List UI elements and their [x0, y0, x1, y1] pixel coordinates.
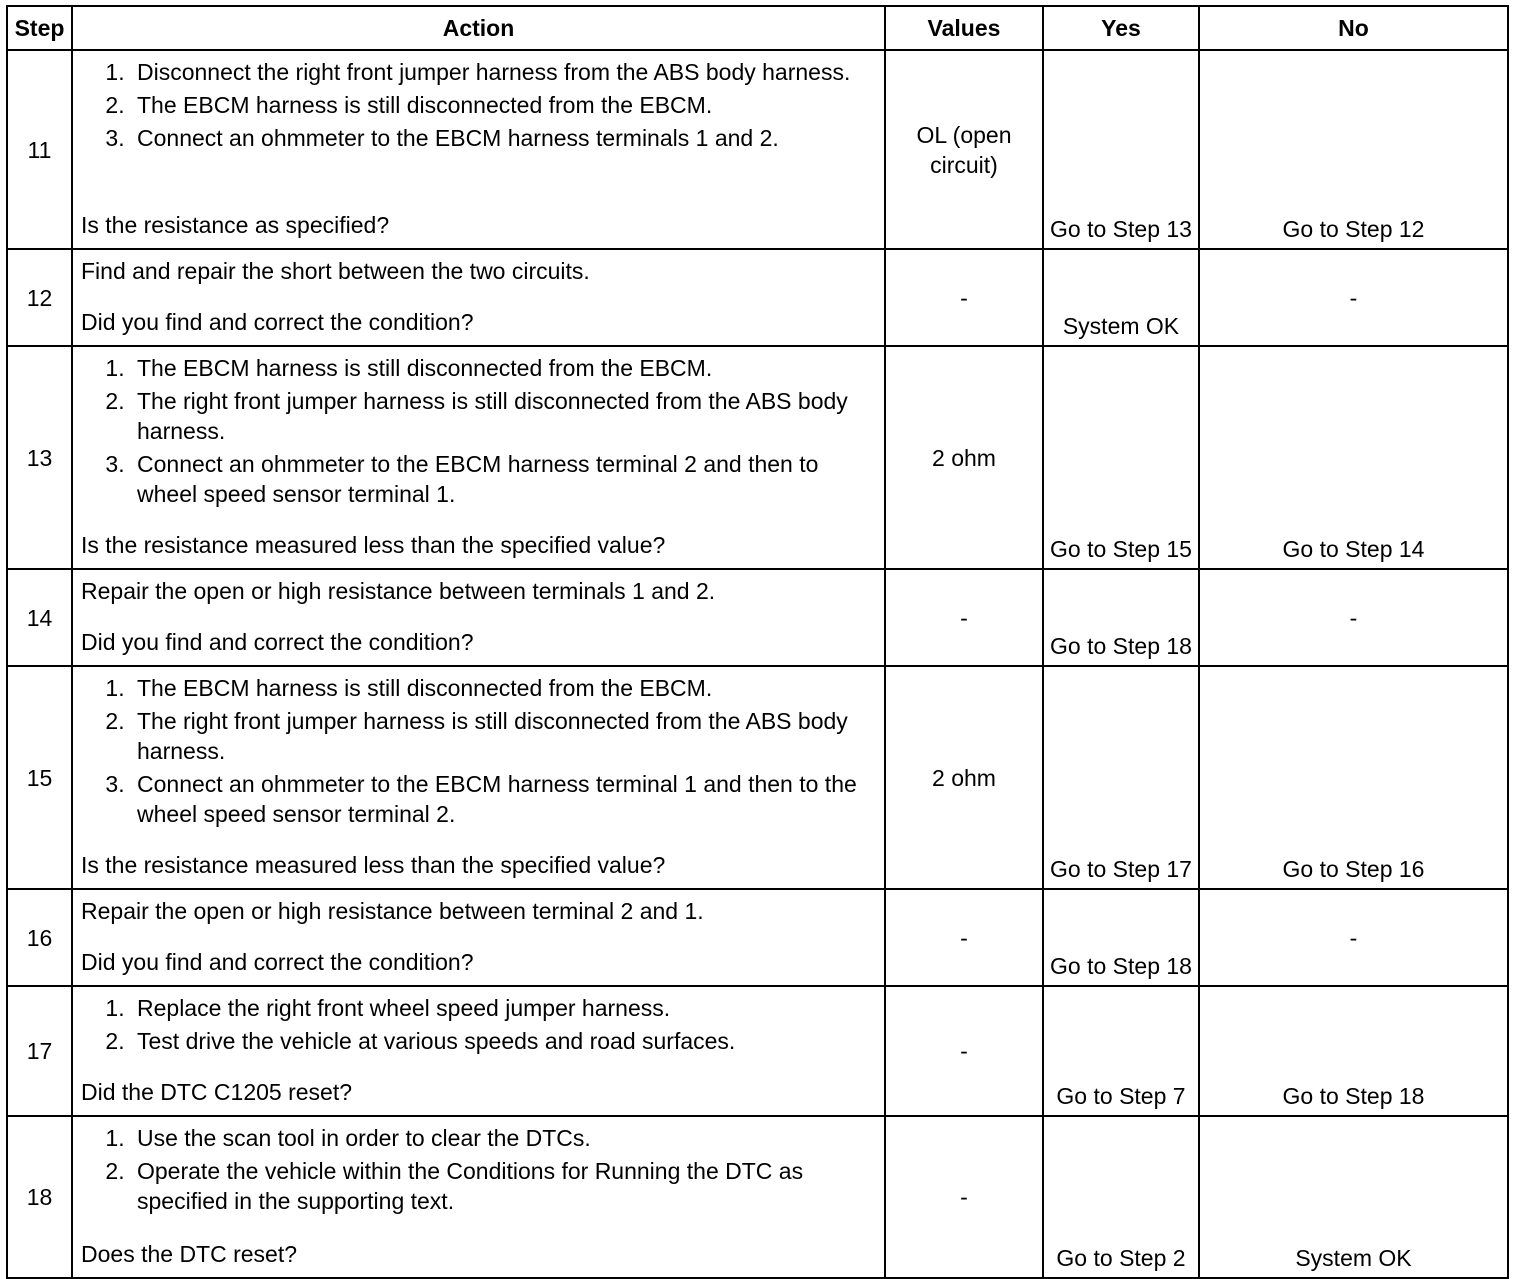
- action-question: Did you find and correct the condition?: [81, 629, 474, 655]
- values-text: 2 ohm: [932, 444, 996, 471]
- values-text: -: [960, 1184, 968, 1210]
- action-step-item: 3. Connect an ohmmeter to the EBCM harness terminal 2 and then to wheel speed sensor terminal 1.: [131, 449, 876, 509]
- action-cell: [72, 346, 885, 569]
- table-row: [7, 889, 1508, 986]
- values-cell: [885, 889, 1043, 986]
- step-number: 18: [7, 1116, 72, 1278]
- values-text: OL (open circuit): [916, 121, 1012, 178]
- yes-text: Go to Step 18: [1050, 953, 1192, 979]
- action-question: Does the DTC reset?: [81, 1241, 298, 1267]
- action-step-item: 2. The right front jumper harness is still disconnected from the ABS body harness.: [131, 386, 876, 446]
- action-cell: [72, 249, 885, 346]
- values-text: 2 ohm: [932, 764, 996, 791]
- action-statement: Repair the open or high resistance between terminals 1 and 2.: [81, 578, 716, 604]
- action-cell: [72, 1116, 885, 1278]
- values-cell: [885, 569, 1043, 666]
- values-cell: [885, 50, 1043, 249]
- action-step-item: 1. The EBCM harness is still disconnected from the EBCM.: [131, 353, 876, 383]
- header-step: Step: [7, 6, 72, 50]
- step-number: 12: [7, 249, 72, 346]
- no-cell: Go to Step 18: [1199, 986, 1508, 1116]
- yes-text: Go to Step 15: [1050, 536, 1192, 562]
- header-values: Values: [885, 6, 1043, 50]
- yes-text: Go to Step 7: [1056, 1083, 1186, 1109]
- values-cell: [885, 666, 1043, 889]
- action-step-item: 2. Test drive the vehicle at various speeds and road surfaces.: [131, 1026, 876, 1056]
- action-step-item: 1. Replace the right front wheel speed jumper harness.: [131, 993, 876, 1023]
- no-cell: System OK: [1199, 1116, 1508, 1278]
- step-number: 16: [7, 889, 72, 986]
- step-number: 13: [7, 346, 72, 569]
- yes-text: Go to Step 17: [1050, 856, 1192, 882]
- yes-text: Go to Step 2: [1056, 1245, 1186, 1271]
- values-cell: [885, 249, 1043, 346]
- action-question: Is the resistance as specified?: [81, 212, 390, 238]
- header-yes: Yes: [1043, 6, 1199, 50]
- action-cell: [72, 986, 885, 1116]
- no-cell: -: [1199, 249, 1508, 346]
- yes-cell: [1043, 666, 1199, 889]
- action-question: Is the resistance measured less than the specified value?: [81, 532, 666, 558]
- action-step-item: 3. Connect an ohmmeter to the EBCM harness terminal 1 and then to the wheel speed sensor terminal 2.: [131, 769, 876, 829]
- yes-cell: [1043, 986, 1199, 1116]
- values-cell: [885, 1116, 1043, 1278]
- yes-text: Go to Step 13: [1050, 216, 1192, 242]
- values-cell: [885, 986, 1043, 1116]
- yes-cell: [1043, 249, 1199, 346]
- yes-cell: [1043, 569, 1199, 666]
- action-question: Did you find and correct the condition?: [81, 949, 474, 975]
- action-statement: Find and repair the short between the two circuits.: [81, 258, 590, 284]
- header-action: Action: [72, 6, 885, 50]
- action-steps: [81, 1123, 876, 1216]
- action-step-item: 2. Operate the vehicle within the Conditions for Running the DTC as specified in the supporting text.: [131, 1156, 876, 1216]
- values-text: -: [960, 1038, 968, 1064]
- no-cell: Go to Step 12: [1199, 50, 1508, 249]
- table-row: [7, 666, 1508, 889]
- step-number: 11: [7, 50, 72, 249]
- action-question: Did the DTC C1205 reset?: [81, 1079, 353, 1105]
- table-row: [7, 249, 1508, 346]
- no-cell: Go to Step 14: [1199, 346, 1508, 569]
- no-cell: -: [1199, 569, 1508, 666]
- yes-cell: [1043, 1116, 1199, 1278]
- header-no: No: [1199, 6, 1508, 50]
- action-question: Is the resistance measured less than the specified value?: [81, 852, 666, 878]
- table-row: [7, 1116, 1508, 1278]
- action-step-item: 1. The EBCM harness is still disconnected from the EBCM.: [131, 673, 876, 703]
- step-number: 17: [7, 986, 72, 1116]
- action-steps: [81, 673, 876, 829]
- action-step-item: 1. Use the scan tool in order to clear the DTCs.: [131, 1123, 876, 1153]
- action-cell: [72, 889, 885, 986]
- yes-text: Go to Step 18: [1050, 633, 1192, 659]
- step-number: 14: [7, 569, 72, 666]
- diagnostic-table: [6, 5, 1509, 1279]
- action-question: Did you find and correct the condition?: [81, 309, 474, 335]
- action-step-item: 2. The right front jumper harness is still disconnected from the ABS body harness.: [131, 706, 876, 766]
- action-step-item: 1. Disconnect the right front jumper harness from the ABS body harness.: [131, 57, 876, 87]
- action-steps: [81, 57, 876, 153]
- no-cell: Go to Step 16: [1199, 666, 1508, 889]
- yes-text: System OK: [1062, 313, 1180, 339]
- action-step-item: 2. The EBCM harness is still disconnected from the EBCM.: [131, 90, 876, 120]
- yes-cell: [1043, 50, 1199, 249]
- table-row: [7, 986, 1508, 1116]
- table-row: [7, 50, 1508, 249]
- no-cell: -: [1199, 889, 1508, 986]
- yes-cell: [1043, 889, 1199, 986]
- yes-cell: [1043, 346, 1199, 569]
- action-cell: [72, 666, 885, 889]
- action-cell: [72, 50, 885, 249]
- table-row: [7, 346, 1508, 569]
- header-row: [7, 6, 1508, 50]
- values-text: -: [960, 924, 968, 951]
- action-cell: [72, 569, 885, 666]
- action-step-item: 3. Connect an ohmmeter to the EBCM harness terminals 1 and 2.: [131, 123, 876, 153]
- table-row: [7, 569, 1508, 666]
- action-steps: [81, 993, 876, 1056]
- step-number: 15: [7, 666, 72, 889]
- action-statement: Repair the open or high resistance between terminal 2 and 1.: [81, 898, 704, 924]
- values-text: -: [960, 284, 968, 311]
- action-steps: [81, 353, 876, 509]
- values-cell: [885, 346, 1043, 569]
- values-text: -: [960, 604, 968, 631]
